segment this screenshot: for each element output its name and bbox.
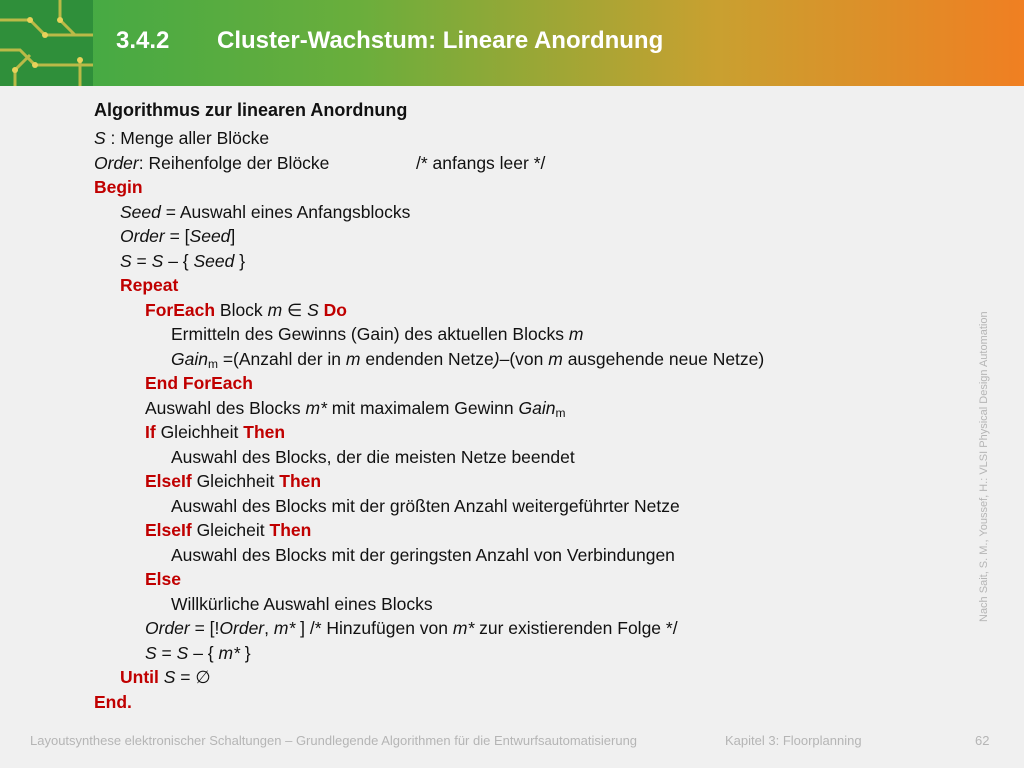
line-elseif-1-body: Auswahl des Blocks mit der größten Anzahl weitergeführter Netze xyxy=(171,495,680,516)
slide-title xyxy=(116,27,663,55)
line-elseif-2: ElseIf Gleicheit Then xyxy=(145,520,312,540)
algorithm-heading: Algorithmus zur linearen Anordnung xyxy=(94,100,408,120)
footer xyxy=(0,733,1024,749)
footer-chapter: Kapitel 3: Floorplanning xyxy=(725,733,862,748)
line-order-def: Order: Reihenfolge der Blöcke /* anfangs leer */ xyxy=(94,151,954,176)
line-select-max: Auswahl des Blocks m* mit maximalem Gewinn Gain$_m$ xyxy=(145,397,566,420)
line-order-seed: Order = [Seed] xyxy=(120,226,236,246)
line-foreach: ForEach Block m ∈ S Do xyxy=(145,299,347,320)
line-seed: Seed = Auswahl eines Anfangsblocks xyxy=(120,201,411,222)
line-repeat: Repeat xyxy=(120,275,179,295)
line-elseif-2-body: Auswahl des Blocks mit der geringsten Anzahl von Verbindungen xyxy=(171,544,675,565)
algorithm-block xyxy=(94,98,954,714)
page-number: 62 xyxy=(975,733,990,748)
line-s-minus-seed: S = S – { Seed } xyxy=(120,250,246,271)
source-citation: Nach Sait, S. M., Youssef, H.: VLSI Physical Design Automation xyxy=(978,311,990,622)
line-if-body: Auswahl des Blocks, der die meisten Netze beendet xyxy=(171,446,575,467)
footer-course: Layoutsynthese elektronischer Schaltungen – Grundlegende Algorithmen für die Entwurfsautomatisierung xyxy=(30,733,638,748)
line-s-def: S : Menge aller Blöcke xyxy=(94,128,270,148)
header-bar xyxy=(0,0,1024,86)
line-begin: Begin xyxy=(94,177,143,197)
line-gain-formula: Gain$_m$ =(Anzahl der in m endenden Netze)–(von m ausgehende neue Netze) xyxy=(171,348,765,371)
line-gain-compute: Ermitteln des Gewinns (Gain) des aktuellen Blocks m xyxy=(171,324,584,344)
line-order-append: Order = [!Order, m* ] /* Hinzufügen von m* zur existierenden Folge */ xyxy=(145,618,678,638)
section-number: 3.4.2 xyxy=(116,27,170,54)
line-s-minus-m: S = S – { m* } xyxy=(145,642,251,663)
line-end: End. xyxy=(94,691,132,712)
line-else-body: Willkürliche Auswahl eines Blocks xyxy=(171,593,433,614)
line-elseif-1: ElseIf Gleichheit Then xyxy=(145,471,322,491)
line-if: If Gleichheit Then xyxy=(145,422,286,442)
circuit-logo-icon xyxy=(0,0,93,86)
comment-initially-empty: /* anfangs leer */ xyxy=(416,152,546,173)
line-until: Until S = ∅ xyxy=(120,667,211,687)
line-end-foreach: End ForEach xyxy=(145,373,253,393)
title-text: Cluster-Wachstum: Lineare Anordnung xyxy=(217,27,664,54)
line-else: Else xyxy=(145,569,181,589)
